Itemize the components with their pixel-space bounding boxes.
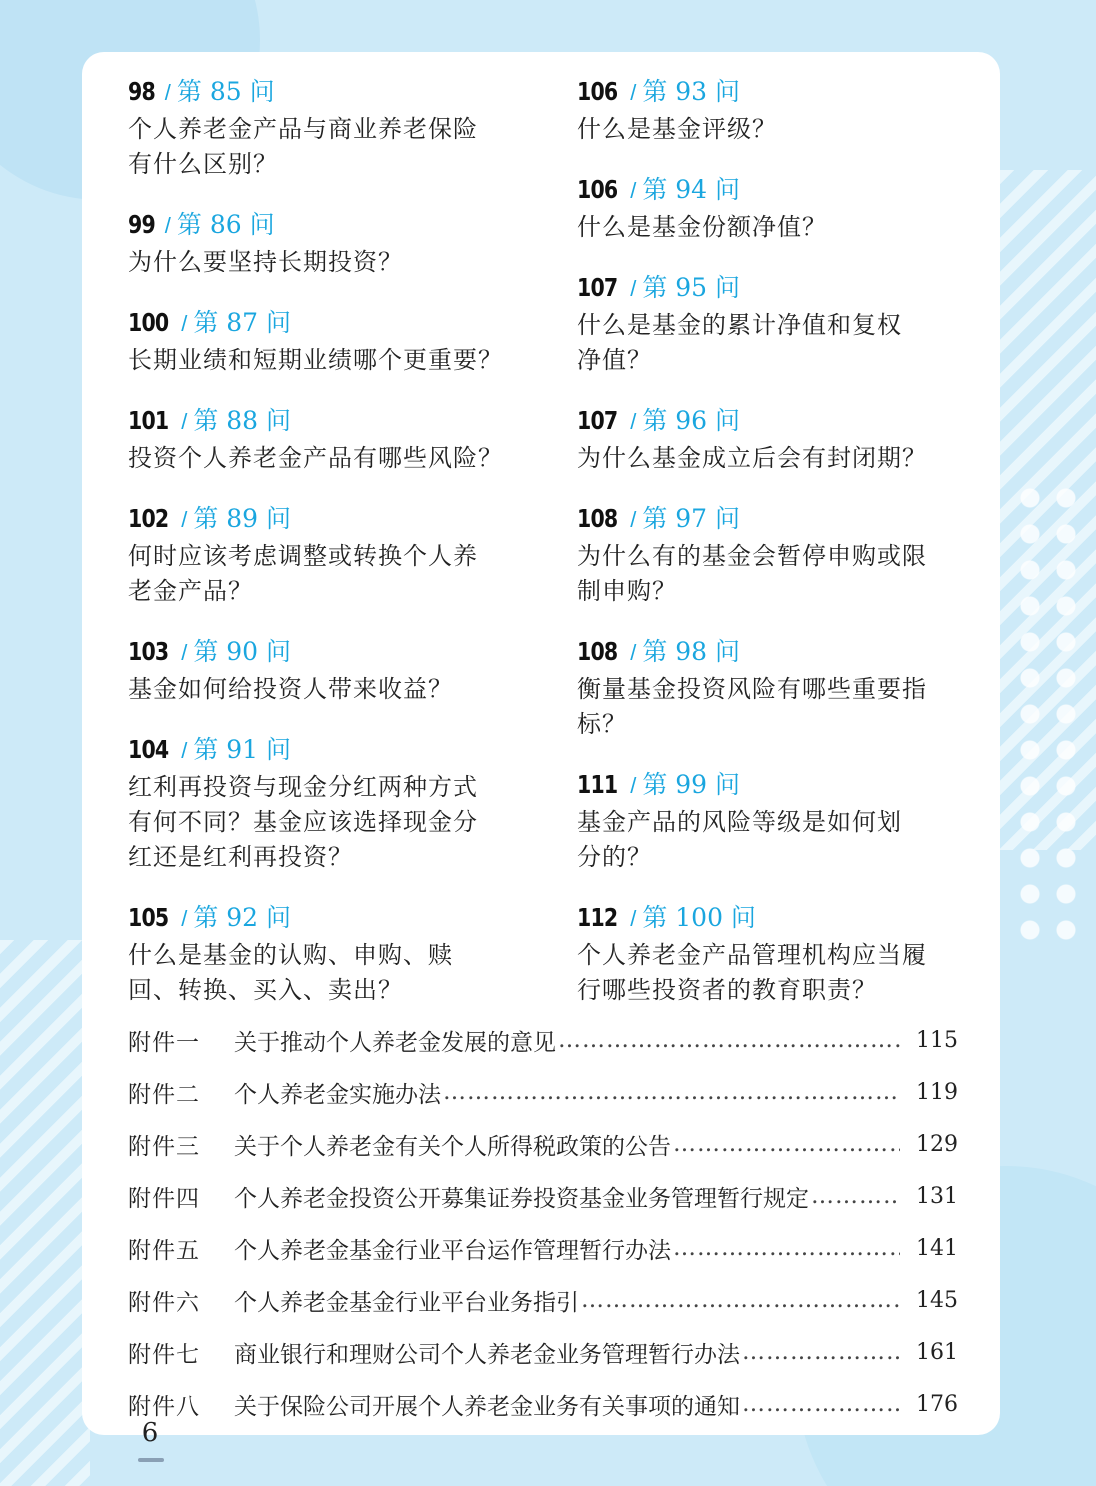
toc-page-number: 107 <box>577 406 618 435</box>
question-label: 第 88 问 <box>193 406 292 435</box>
title-line: 长期业绩和短期业绩哪个更重要？ <box>128 346 503 374</box>
toc-entry-header <box>577 765 967 801</box>
appendix-page-number: 176 <box>916 1391 958 1417</box>
toc-page-number: 108 <box>577 637 618 666</box>
separator-slash: / <box>630 409 637 434</box>
toc-question-number <box>181 303 291 339</box>
toc-question-number <box>181 632 291 668</box>
leader-dots <box>443 1079 900 1105</box>
separator-slash: / <box>181 640 188 665</box>
toc-question-number <box>630 170 740 206</box>
appendix-title: 个人养老金基金行业平台运作管理暂行办法 <box>234 1237 671 1264</box>
appendix-title: 个人养老金基金行业平台业务指引 <box>234 1289 579 1316</box>
toc-page-number: 112 <box>577 903 618 932</box>
leader-dots <box>673 1131 900 1157</box>
toc-question-title <box>128 539 518 609</box>
appendix-title-wrap <box>234 1336 900 1369</box>
title-line: 基金产品的风险等级是如何划 <box>577 808 902 836</box>
title-line: 个人养老金产品与商业养老保险 <box>128 115 478 143</box>
toc-page-number: 105 <box>128 903 169 932</box>
appendix-label: 附件六 <box>128 1289 200 1316</box>
toc-entry-header <box>577 268 967 304</box>
title-line: 回、转换、买入、卖出？ <box>128 976 403 1004</box>
toc-question-number <box>181 401 291 437</box>
appendix-title: 关于保险公司开展个人养老金业务有关事项的通知 <box>234 1393 740 1420</box>
appendix-title-wrap <box>234 1284 900 1317</box>
leader-dots <box>558 1027 900 1053</box>
toc-entry[interactable] <box>128 72 518 182</box>
title-line: 什么是基金的认购、申购、赎 <box>128 941 453 969</box>
toc-question-title <box>577 441 967 476</box>
toc-question-title <box>577 308 967 378</box>
appendix-title: 商业银行和理财公司个人养老金业务管理暂行办法 <box>234 1341 740 1368</box>
toc-question-number <box>165 72 275 108</box>
appendix-row[interactable] <box>128 1170 958 1222</box>
toc-entry-header <box>128 303 518 339</box>
appendix-list <box>128 1014 958 1430</box>
title-line: 红还是红利再投资？ <box>128 843 353 871</box>
question-label: 第 87 问 <box>193 308 292 337</box>
toc-entry[interactable] <box>128 401 518 476</box>
title-line: 衡量基金投资风险有哪些重要指标？ <box>577 675 927 738</box>
appendix-title-wrap <box>234 1388 900 1421</box>
title-line: 什么是基金份额净值？ <box>577 213 827 241</box>
appendix-row[interactable] <box>128 1118 958 1170</box>
toc-entry[interactable] <box>577 72 967 147</box>
toc-question-title <box>128 672 518 707</box>
appendix-title: 关于推动个人养老金发展的意见 <box>234 1029 556 1056</box>
toc-page-number: 102 <box>128 504 169 533</box>
toc-entry[interactable] <box>577 170 967 245</box>
page-number-underline <box>138 1458 164 1462</box>
separator-slash: / <box>630 640 637 665</box>
toc-entry-header <box>128 499 518 535</box>
appendix-page-number: 129 <box>916 1131 958 1157</box>
toc-page-number: 99 <box>128 210 155 239</box>
appendix-page-number: 145 <box>916 1287 958 1313</box>
appendix-title-wrap <box>234 1128 900 1161</box>
title-line: 行哪些投资者的教育职责？ <box>577 976 877 1004</box>
appendix-label: 附件七 <box>128 1341 200 1368</box>
appendix-label: 附件一 <box>128 1029 200 1056</box>
toc-page-number: 98 <box>128 77 155 106</box>
toc-question-title <box>577 938 967 1008</box>
appendix-row[interactable] <box>128 1378 958 1430</box>
toc-question-title <box>128 112 518 182</box>
appendix-row[interactable] <box>128 1014 958 1066</box>
separator-slash: / <box>181 738 188 763</box>
appendix-page-number: 131 <box>916 1183 958 1209</box>
separator-slash: / <box>630 80 637 105</box>
toc-entry-header <box>128 401 518 437</box>
toc-entry[interactable] <box>577 401 967 476</box>
toc-entry-header <box>577 898 967 934</box>
toc-entry[interactable] <box>577 765 967 875</box>
toc-question-number <box>630 499 740 535</box>
separator-slash: / <box>630 507 637 532</box>
toc-entry[interactable] <box>577 268 967 378</box>
toc-page-number: 111 <box>577 770 618 799</box>
toc-question-title <box>128 441 518 476</box>
decorative-dots <box>1012 480 1082 940</box>
question-label: 第 89 问 <box>193 504 292 533</box>
leader-dots <box>742 1391 900 1417</box>
toc-entry-header <box>577 499 967 535</box>
question-label: 第 100 问 <box>642 903 756 932</box>
title-line: 什么是基金的累计净值和复权 <box>577 311 902 339</box>
toc-entry-header <box>128 632 518 668</box>
question-label: 第 93 问 <box>642 77 741 106</box>
toc-page-number: 108 <box>577 504 618 533</box>
toc-page-number: 106 <box>577 77 618 106</box>
title-line: 投资个人养老金产品有哪些风险？ <box>128 444 503 472</box>
separator-slash: / <box>164 213 171 238</box>
toc-question-number <box>181 499 291 535</box>
appendix-label: 附件五 <box>128 1237 200 1264</box>
appendix-row[interactable] <box>128 1326 958 1378</box>
appendix-title-wrap <box>234 1180 900 1213</box>
title-line: 为什么要坚持长期投资？ <box>128 248 403 276</box>
title-line: 有什么区别？ <box>128 150 278 178</box>
appendix-title: 个人养老金投资公开募集证券投资基金业务管理暂行规定 <box>234 1185 809 1212</box>
toc-entry[interactable] <box>577 499 967 609</box>
title-line: 什么是基金评级？ <box>577 115 777 143</box>
toc-question-number <box>181 730 291 766</box>
question-label: 第 91 问 <box>193 735 292 764</box>
question-label: 第 96 问 <box>642 406 741 435</box>
title-line: 基金如何给投资人带来收益？ <box>128 675 453 703</box>
appendix-label: 附件三 <box>128 1133 200 1160</box>
appendix-title-wrap <box>234 1076 900 1109</box>
appendix-title-wrap <box>234 1024 900 1057</box>
toc-page-number: 101 <box>128 406 169 435</box>
toc-entry[interactable] <box>128 730 518 875</box>
separator-slash: / <box>181 311 188 336</box>
toc-question-number <box>630 401 740 437</box>
appendix-row[interactable] <box>128 1066 958 1118</box>
toc-question-title <box>128 343 518 378</box>
toc-question-title <box>577 672 967 742</box>
toc-entry-header <box>128 898 518 934</box>
question-label: 第 86 问 <box>176 210 275 239</box>
appendix-title-wrap <box>234 1232 900 1265</box>
toc-page-number: 106 <box>577 175 618 204</box>
leader-dots <box>811 1183 900 1209</box>
toc-entry[interactable] <box>128 499 518 609</box>
title-line: 个人养老金产品管理机构应当履 <box>577 941 927 969</box>
toc-question-number <box>630 765 740 801</box>
toc-question-number <box>630 898 756 934</box>
toc-question-number <box>630 632 740 668</box>
toc-question-title <box>577 112 967 147</box>
toc-question-title <box>577 805 967 875</box>
separator-slash: / <box>181 409 188 434</box>
toc-right-column <box>577 72 967 1031</box>
title-line: 为什么基金成立后会有封闭期？ <box>577 444 927 472</box>
separator-slash: / <box>630 178 637 203</box>
toc-question-number <box>630 268 740 304</box>
question-label: 第 95 问 <box>642 273 741 302</box>
question-label: 第 98 问 <box>642 637 741 666</box>
title-line: 有何不同？基金应该选择现金分 <box>128 808 478 836</box>
question-label: 第 92 问 <box>193 903 292 932</box>
toc-entry-header <box>128 205 518 241</box>
toc-entry[interactable] <box>577 632 967 742</box>
toc-entry[interactable] <box>577 898 967 1008</box>
separator-slash: / <box>181 906 188 931</box>
separator-slash: / <box>630 906 637 931</box>
toc-question-title <box>128 770 518 875</box>
toc-question-title <box>577 210 967 245</box>
separator-slash: / <box>181 507 188 532</box>
toc-entry[interactable] <box>128 898 518 1008</box>
toc-question-number <box>181 898 291 934</box>
decorative-stripes <box>0 940 90 1486</box>
toc-question-number <box>630 72 740 108</box>
toc-entry-header <box>577 401 967 437</box>
title-line: 为什么有的基金会暂停申购或限 <box>577 542 927 570</box>
toc-entry-header <box>577 170 967 206</box>
toc-entry[interactable] <box>128 632 518 707</box>
toc-page-number: 100 <box>128 308 169 337</box>
leader-dots <box>673 1235 900 1261</box>
title-line: 制申购？ <box>577 577 677 605</box>
question-label: 第 97 问 <box>642 504 741 533</box>
toc-left-column <box>128 72 518 1031</box>
title-line: 老金产品？ <box>128 577 253 605</box>
toc-page-number: 107 <box>577 273 618 302</box>
toc-entry-header <box>128 72 518 108</box>
appendix-label: 附件八 <box>128 1393 200 1420</box>
separator-slash: / <box>630 276 637 301</box>
page-number: 6 <box>141 1418 159 1448</box>
appendix-title: 个人养老金实施办法 <box>234 1081 441 1108</box>
appendix-page-number: 141 <box>916 1235 958 1261</box>
separator-slash: / <box>630 773 637 798</box>
question-label: 第 90 问 <box>193 637 292 666</box>
toc-entry-header <box>577 72 967 108</box>
toc-entry[interactable] <box>128 303 518 378</box>
toc-entry-header <box>128 730 518 766</box>
title-line: 红利再投资与现金分红两种方式 <box>128 773 478 801</box>
appendix-page-number: 161 <box>916 1339 958 1365</box>
appendix-row[interactable] <box>128 1274 958 1326</box>
toc-question-number <box>165 205 275 241</box>
appendix-title: 关于个人养老金有关个人所得税政策的公告 <box>234 1133 671 1160</box>
toc-page-number: 103 <box>128 637 169 666</box>
toc-entry[interactable] <box>128 205 518 280</box>
appendix-row[interactable] <box>128 1222 958 1274</box>
appendix-label: 附件二 <box>128 1081 200 1108</box>
title-line: 何时应该考虑调整或转换个人养 <box>128 542 478 570</box>
title-line: 净值？ <box>577 346 652 374</box>
leader-dots <box>742 1339 900 1365</box>
toc-entry-header <box>577 632 967 668</box>
appendix-label: 附件四 <box>128 1185 200 1212</box>
question-label: 第 94 问 <box>642 175 741 204</box>
toc-question-title <box>577 539 967 609</box>
appendix-page-number: 115 <box>916 1027 958 1053</box>
toc-question-title <box>128 938 518 1008</box>
page-number-tab <box>126 1412 174 1462</box>
question-label: 第 99 问 <box>642 770 741 799</box>
title-line: 分的？ <box>577 843 652 871</box>
leader-dots <box>581 1287 900 1313</box>
toc-page-number: 104 <box>128 735 169 764</box>
appendix-page-number: 119 <box>916 1079 958 1105</box>
toc-question-title <box>128 245 518 280</box>
separator-slash: / <box>164 80 171 105</box>
question-label: 第 85 问 <box>176 77 275 106</box>
